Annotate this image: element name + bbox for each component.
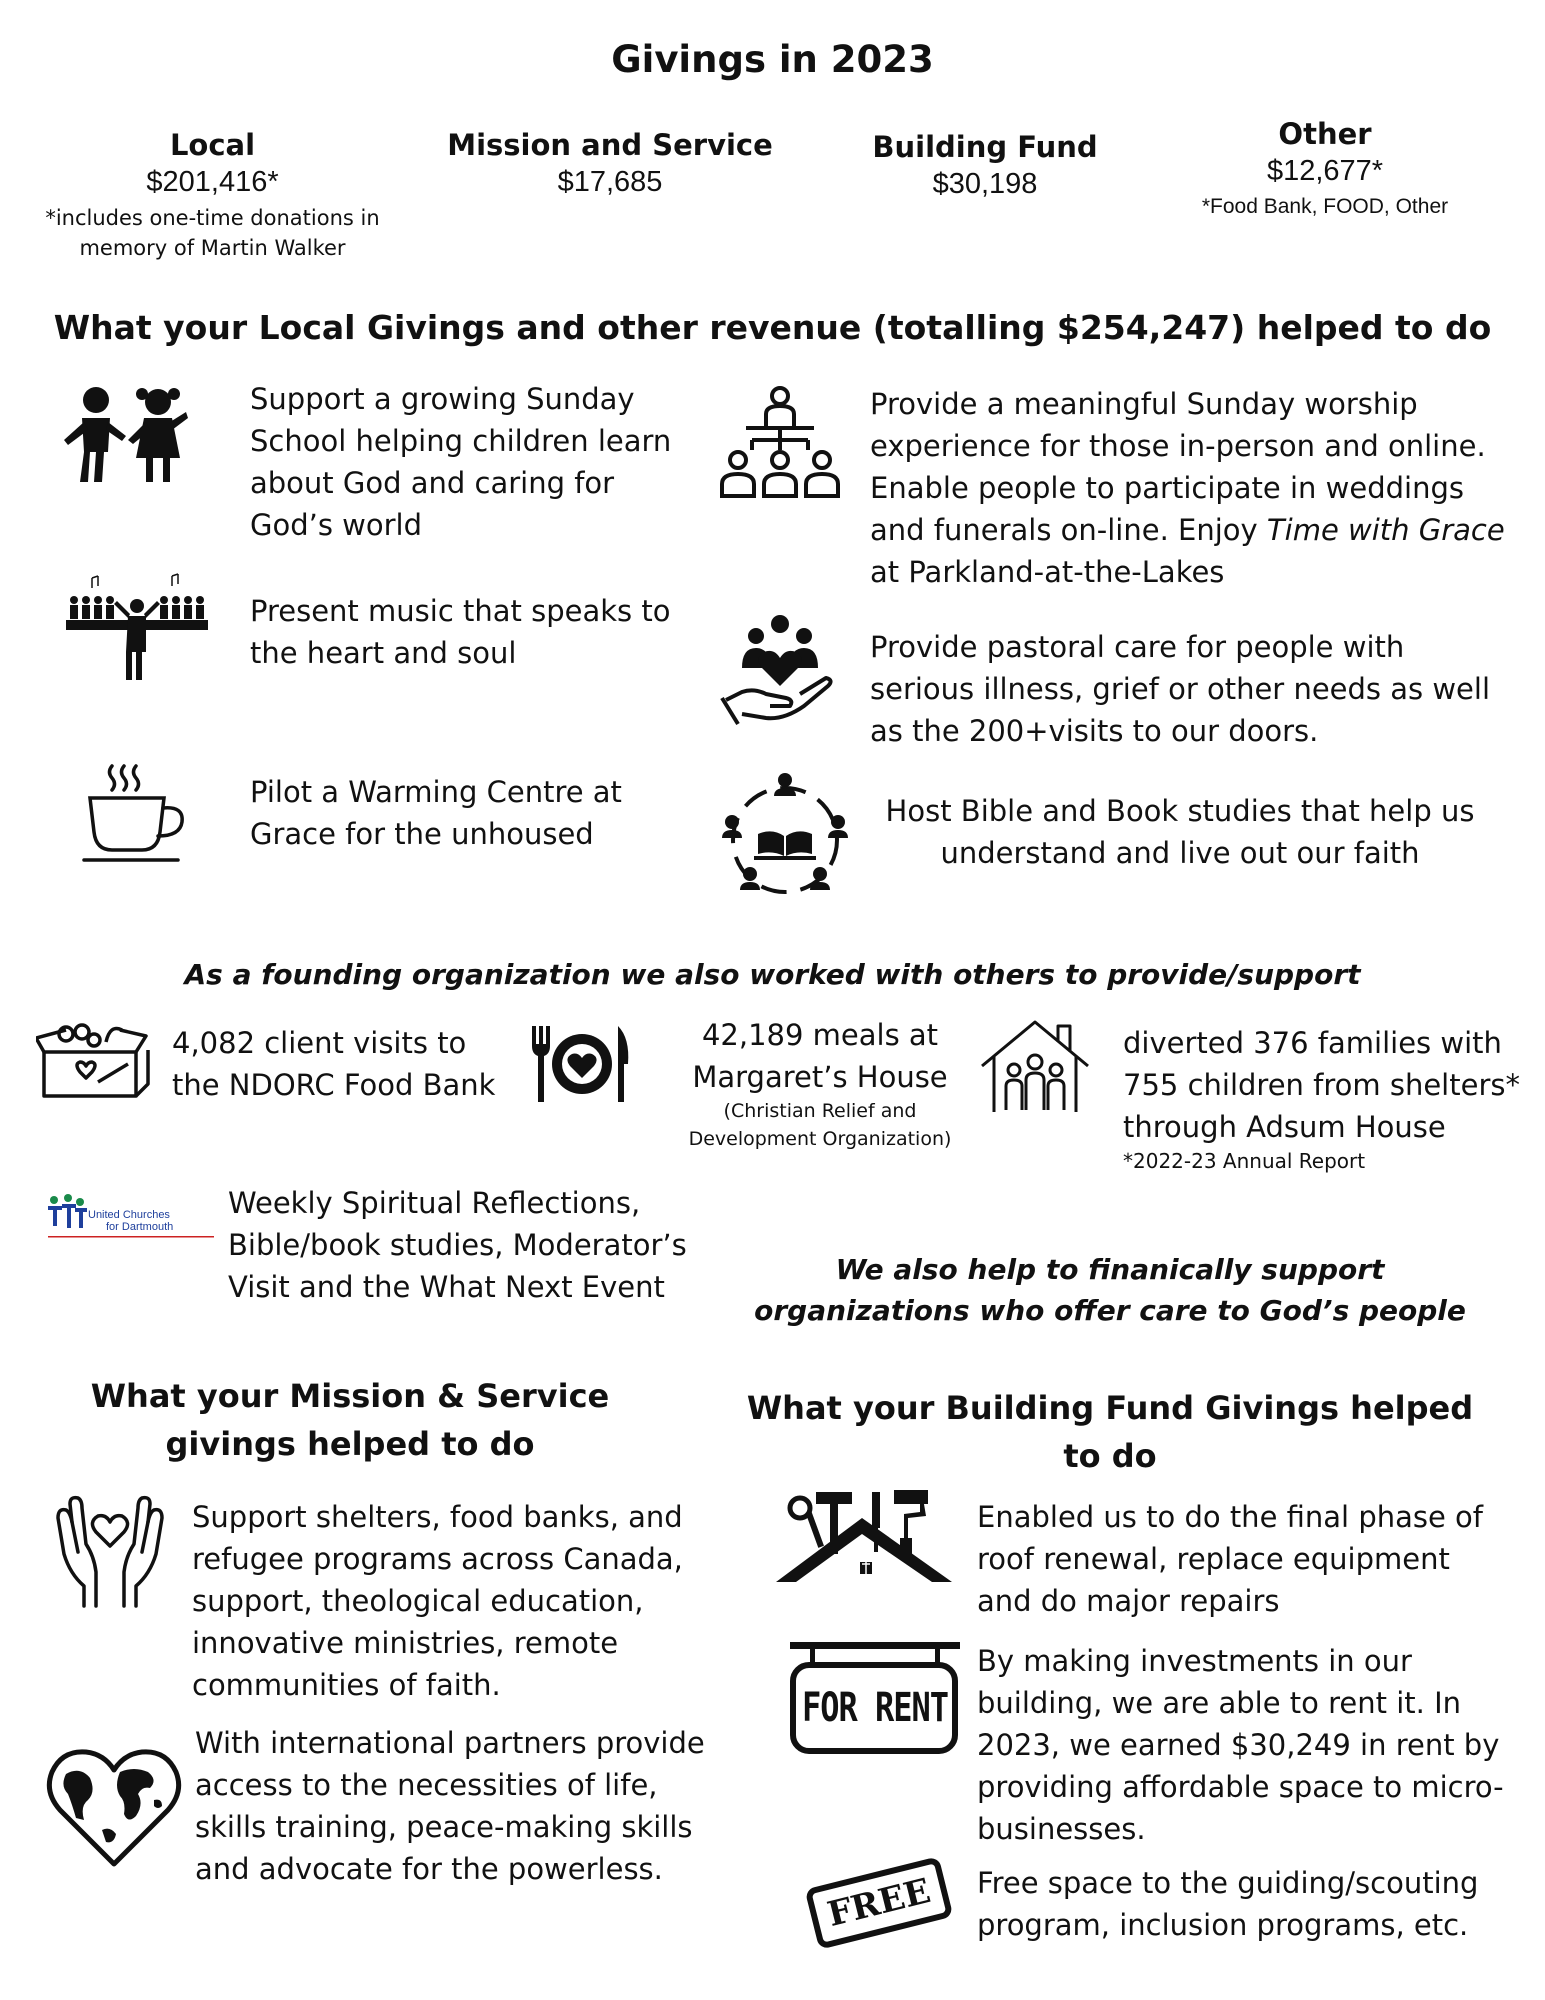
mission-shelters-text: Support shelters, food banks, and refugee programs across Canada, support, theological education, innovative ministries, remote communities of faith.	[192, 1500, 683, 1703]
children-icon	[60, 382, 190, 492]
choir-icon	[62, 570, 212, 690]
building-roof-text: Enabled us to do the final phase of roof renewal, replace equipment and do major repairs	[977, 1500, 1483, 1619]
category-label: Other	[1278, 117, 1372, 151]
meal-plate-icon	[528, 1024, 634, 1104]
logo-line-1: United Churches	[88, 1209, 170, 1221]
page-title: Givings in 2023	[611, 38, 934, 81]
category-other	[1165, 117, 1485, 222]
category-amount: $201,416*	[146, 166, 279, 198]
for-rent-sign-icon	[790, 1640, 960, 1760]
house-tools-icon	[776, 1488, 966, 1588]
worship-text	[870, 383, 1510, 593]
building-free-text: Free space to the guiding/scouting program, inclusion programs, etc.	[977, 1866, 1479, 1943]
food-box-icon	[36, 1022, 152, 1098]
bible-study-circle-icon	[720, 770, 850, 900]
category-note: *Food Bank, FOOD, Other	[1201, 195, 1449, 218]
sunday-school-text: Support a growing Sunday School helping children learn about God and caring for God’s world	[250, 382, 672, 543]
category-amount: $30,198	[932, 168, 1038, 200]
pastoral-care-icon	[720, 614, 840, 734]
financial-support-text: We also help to finanically support organizations who offer care to God’s people	[754, 1253, 1466, 1327]
heart-globe-icon	[44, 1744, 184, 1869]
music-text: Present music that speaks to the heart and soul	[250, 594, 671, 671]
adsum-note: *2022-23 Annual Report	[1123, 1149, 1366, 1174]
united-churches-dartmouth-logo	[46, 1194, 216, 1248]
time-with-grace-label: Time with Grace	[1266, 513, 1505, 548]
bible-study-text: Host Bible and Book studies that help us understand and live out our faith	[885, 794, 1475, 871]
free-stamp-icon	[805, 1856, 954, 1950]
category-amount: $17,685	[557, 166, 663, 198]
heart-hands-icon	[50, 1494, 170, 1614]
category-label: Building Fund	[872, 130, 1098, 164]
category-mission-service	[445, 128, 775, 199]
coffee-cup-icon	[82, 762, 192, 872]
family-house-icon	[980, 1018, 1090, 1118]
local-heading: What your Local Givings and other revenue (totalling $254,247) helped to do	[53, 308, 1492, 347]
founding-heading: As a founding organization we also worked with others to provide/support	[184, 958, 1361, 991]
category-local	[30, 128, 395, 264]
margarets-house	[660, 1014, 980, 1153]
worship-text-part: Provide a meaningful Sunday worship experience for those in-person and online. Enable people to participate in weddings and funerals on-line. Enjoy	[870, 387, 1486, 548]
worship-text-part: at Parkland-at-the-Lakes	[870, 555, 1225, 590]
worship-audience-icon	[720, 386, 840, 506]
warming-centre-text: Pilot a Warming Centre at Grace for the unhoused	[250, 775, 622, 852]
category-label: Local	[169, 128, 256, 162]
building-rent-text: By making investments in our building, we are able to rent it. In 2023, we earned $30,249 in rent by providing affordable space to micro-businesses.	[977, 1644, 1504, 1847]
logo-line-2: for Dartmouth	[106, 1221, 174, 1233]
category-label: Mission and Service	[447, 128, 773, 162]
category-building-fund	[845, 130, 1125, 201]
free-label: FREE	[805, 1856, 954, 1950]
category-amount: $12,677*	[1266, 155, 1384, 187]
food-bank-text: 4,082 client visits to the NDORC Food Bank	[172, 1026, 496, 1103]
mission-international-text: With international partners provide access to the necessities of life, skills training, peace-making skills and advocate for the powerless.	[195, 1726, 705, 1887]
meals-text: 42,189 meals at Margaret’s House	[692, 1018, 948, 1095]
adsum-text: diverted 376 families with 755 children from shelters* through Adsum House	[1123, 1026, 1520, 1145]
building-heading: What your Building Fund Givings helped to do	[746, 1389, 1474, 1475]
pastoral-care-text: Provide pastoral care for people with serious illness, grief or other needs as well as the 200+visits to our doors.	[870, 630, 1491, 749]
mission-heading: What your Mission & Service givings helped to do	[90, 1377, 610, 1463]
ucd-text: Weekly Spiritual Reflections, Bible/book studies, Moderator’s Visit and the What Next Event	[228, 1186, 687, 1305]
for-rent-label: FOR RENT	[801, 1683, 949, 1731]
meals-note: (Christian Relief and Development Organization)	[688, 1100, 952, 1150]
category-note: *includes one-time donations in memory of Martin Walker	[45, 206, 380, 261]
adsum-house	[1123, 1022, 1523, 1174]
